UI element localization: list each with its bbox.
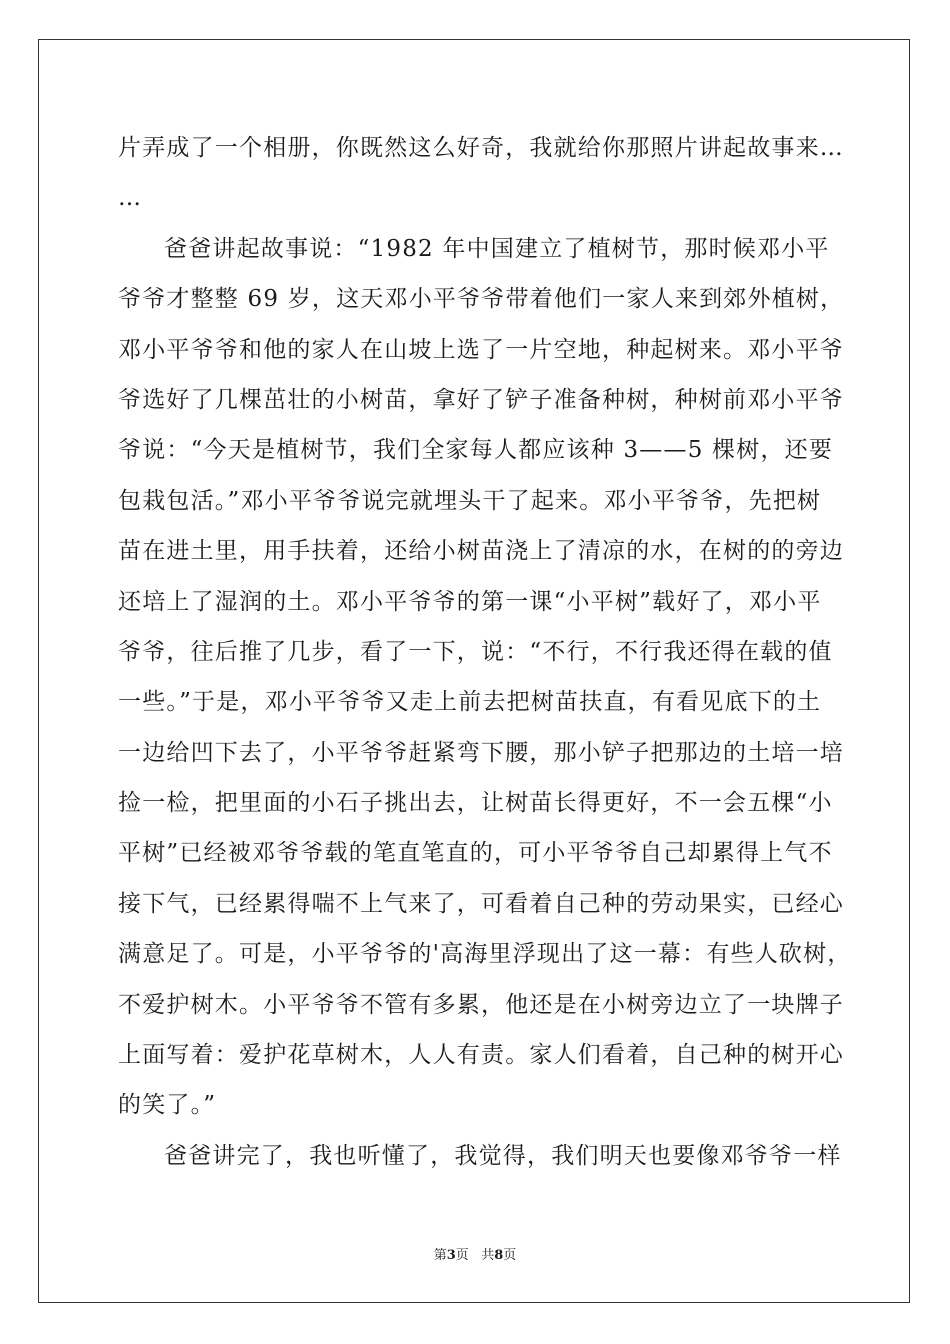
text-line: 不爱护树木。小平爷爷不管有多累，他还是在小树旁边立了一块牌子: [118, 991, 844, 1018]
footer-total-pages: 8: [494, 1248, 504, 1263]
text-line: 包栽包活。”邓小平爷爷说完就埋头干了起来。邓小平爷爷，先把树: [118, 487, 822, 514]
footer-page-prefix: 第: [433, 1248, 447, 1263]
text-line: 平树”已经被邓爷爷载的笔直笔直的，可小平爷爷自己却累得上气不: [118, 840, 833, 867]
text-line: 满意足了。可是，小平爷爷的'高海里浮现出了这一幕：有些人砍树，: [118, 941, 852, 968]
text-line: 邓小平爷爷和他的家人在山坡上选了一片空地，种起树来。邓小平爷: [118, 336, 844, 363]
footer-page-number: 3: [446, 1248, 456, 1263]
text-line: 捡一检，把里面的小石子挑出去，让树苗长得更好，不一会五棵“小: [118, 790, 833, 817]
text-line: 一些。”于是，邓小平爷爷又走上前去把树苗扶直，有看见底下的土: [118, 689, 822, 716]
paragraph-start-line: 爸爸讲完了，我也听懂了，我觉得，我们明天也要像邓爷爷一样: [164, 1142, 842, 1169]
text-line: 接下气，已经累得喘不上气来了，可看着自己种的劳动果实，已经心: [118, 890, 844, 917]
text-line: 爷选好了几棵茁壮的小树苗，拿好了铲子准备种树，种树前邓小平爷: [118, 386, 844, 413]
text-line: …: [118, 185, 143, 212]
page-footer: [0, 1247, 950, 1265]
text-line: 上面写着：爱护花草树木，人人有责。家人们看着，自己种的树开心: [118, 1042, 844, 1069]
text-line: 还培上了湿润的土。邓小平爷爷的第一课“小平树”载好了，邓小平: [118, 588, 822, 615]
text-line: 片弄成了一个相册，你既然这么好奇，我就给你那照片讲起故事来…: [118, 135, 844, 161]
text-line: 爷爷才整整 69 岁，这天邓小平爷爷带着他们一家人来到郊外植树，: [118, 286, 845, 313]
footer-total-prefix: 共: [481, 1248, 495, 1263]
text-line: 爷爷，往后推了几步，看了一下，说：“不行，不行我还得在载的值: [118, 638, 833, 665]
footer-page-suffix: 页: [455, 1248, 469, 1263]
text-line: 爷说：“今天是植树节，我们全家每人都应该种 3——5 棵树，还要: [118, 437, 834, 464]
document-body: [118, 123, 852, 1181]
text-line: 苗在进土里，用手扶着，还给小树苗浇上了清凉的水，在树的的旁边: [118, 538, 844, 565]
text-line: 一边给凹下去了，小平爷爷赶紧弯下腰，那小铲子把那边的土培一培: [118, 739, 844, 766]
paragraph-start-line: 爸爸讲起故事说：“1982 年中国建立了植树节，那时候邓小平: [164, 235, 830, 262]
text-line: 的笑了。”: [118, 1092, 217, 1119]
footer-total-suffix: 页: [503, 1248, 517, 1263]
